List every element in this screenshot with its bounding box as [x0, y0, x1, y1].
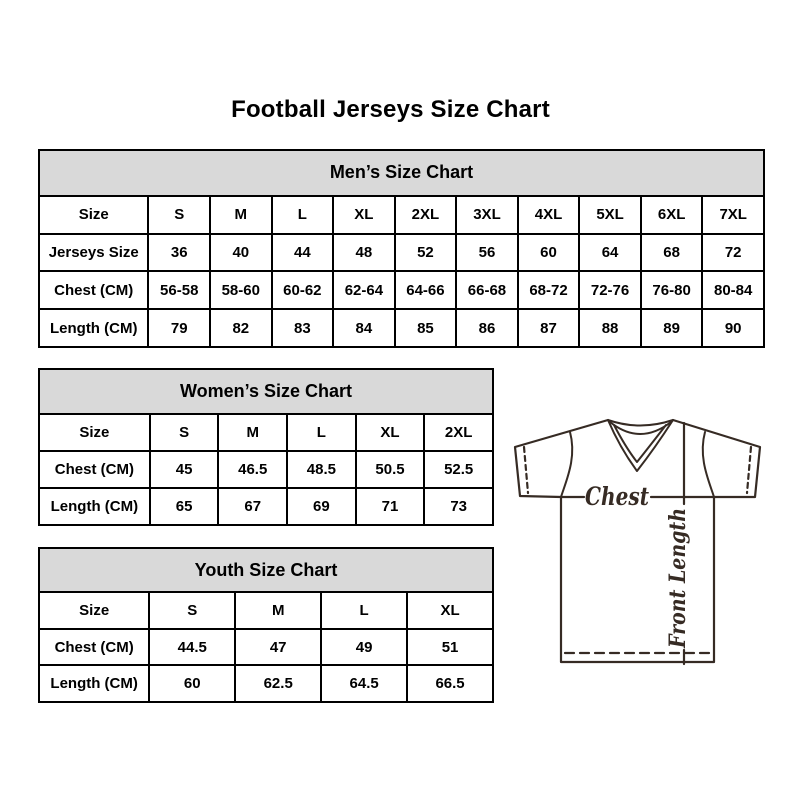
women-value-cell: 73 [424, 488, 493, 525]
youth-row-label: Length (CM) [39, 665, 149, 702]
youth-value-cell: 60 [149, 665, 235, 702]
men-value-cell: 40 [210, 234, 272, 272]
men-value-cell: 79 [148, 309, 210, 347]
men-value-cell: 60 [518, 234, 580, 272]
women-table-grid [38, 368, 494, 526]
jersey-right-cuff-dashed-line [747, 447, 751, 493]
mens-size-chart-table [38, 149, 765, 348]
men-value-cell: 56 [456, 234, 518, 272]
men-value-cell: 66-68 [456, 271, 518, 309]
men-size-row-label: Size [39, 196, 148, 234]
men-column-header: M [210, 196, 272, 234]
men-value-cell: 68 [641, 234, 703, 272]
youth-column-header: XL [407, 592, 493, 629]
men-row-label: Chest (CM) [39, 271, 148, 309]
jersey-left-cuff-dashed-line [524, 447, 528, 493]
men-column-header: S [148, 196, 210, 234]
page-title: Football Jerseys Size Chart [231, 96, 550, 123]
women-column-header: S [150, 414, 219, 451]
men-value-cell: 58-60 [210, 271, 272, 309]
youth-table-grid [38, 547, 494, 703]
women-column-header: XL [356, 414, 425, 451]
youth-value-cell: 47 [235, 629, 321, 666]
womens-size-chart-table [38, 368, 494, 526]
youth-value-cell: 62.5 [235, 665, 321, 702]
women-value-cell: 50.5 [356, 451, 425, 488]
men-column-header: 2XL [395, 196, 457, 234]
youth-value-cell: 66.5 [407, 665, 493, 702]
youth-value-cell: 64.5 [321, 665, 407, 702]
women-value-cell: 48.5 [287, 451, 356, 488]
men-value-cell: 83 [272, 309, 334, 347]
men-value-cell: 60-62 [272, 271, 334, 309]
men-value-cell: 52 [395, 234, 457, 272]
men-value-cell: 64-66 [395, 271, 457, 309]
men-value-cell: 86 [456, 309, 518, 347]
men-row-label: Jerseys Size [39, 234, 148, 272]
men-column-header: 3XL [456, 196, 518, 234]
women-value-cell: 69 [287, 488, 356, 525]
jersey-collar-top-edge [608, 420, 673, 426]
women-value-cell: 71 [356, 488, 425, 525]
men-value-cell: 68-72 [518, 271, 580, 309]
men-value-cell: 76-80 [641, 271, 703, 309]
women-column-header: 2XL [424, 414, 493, 451]
men-column-header: 5XL [579, 196, 641, 234]
women-value-cell: 52.5 [424, 451, 493, 488]
men-value-cell: 64 [579, 234, 641, 272]
front-length-measure-label: Front Length [665, 485, 691, 648]
men-value-cell: 72 [702, 234, 764, 272]
men-column-header: 6XL [641, 196, 703, 234]
men-row-label: Length (CM) [39, 309, 148, 347]
men-value-cell: 88 [579, 309, 641, 347]
women-row-label: Chest (CM) [39, 451, 150, 488]
women-value-cell: 67 [218, 488, 287, 525]
men-value-cell: 48 [333, 234, 395, 272]
youth-column-header: L [321, 592, 407, 629]
men-value-cell: 36 [148, 234, 210, 272]
men-value-cell: 90 [702, 309, 764, 347]
men-value-cell: 85 [395, 309, 457, 347]
men-value-cell: 84 [333, 309, 395, 347]
women-table-title: Women’s Size Chart [39, 369, 493, 414]
men-table-grid [38, 149, 765, 348]
youth-size-chart-table [38, 547, 494, 703]
men-value-cell: 56-58 [148, 271, 210, 309]
women-value-cell: 65 [150, 488, 219, 525]
youth-column-header: S [149, 592, 235, 629]
jersey-measurement-diagram [504, 403, 776, 675]
men-value-cell: 72-76 [579, 271, 641, 309]
women-column-header: M [218, 414, 287, 451]
men-value-cell: 87 [518, 309, 580, 347]
men-value-cell: 82 [210, 309, 272, 347]
men-column-header: 4XL [518, 196, 580, 234]
youth-value-cell: 44.5 [149, 629, 235, 666]
men-value-cell: 62-64 [333, 271, 395, 309]
women-column-header: L [287, 414, 356, 451]
women-size-row-label: Size [39, 414, 150, 451]
men-column-header: L [272, 196, 334, 234]
youth-value-cell: 49 [321, 629, 407, 666]
women-row-label: Length (CM) [39, 488, 150, 525]
men-table-title: Men’s Size Chart [39, 150, 764, 196]
men-column-header: XL [333, 196, 395, 234]
women-value-cell: 46.5 [218, 451, 287, 488]
youth-value-cell: 51 [407, 629, 493, 666]
youth-column-header: M [235, 592, 321, 629]
youth-table-title: Youth Size Chart [39, 548, 493, 592]
men-value-cell: 80-84 [702, 271, 764, 309]
youth-size-row-label: Size [39, 592, 149, 629]
women-value-cell: 45 [150, 451, 219, 488]
chest-measure-label: Chest [585, 482, 650, 511]
men-column-header: 7XL [702, 196, 764, 234]
youth-row-label: Chest (CM) [39, 629, 149, 666]
men-value-cell: 44 [272, 234, 334, 272]
men-value-cell: 89 [641, 309, 703, 347]
jersey-right-seam [703, 432, 714, 497]
jersey-left-seam [561, 432, 572, 497]
